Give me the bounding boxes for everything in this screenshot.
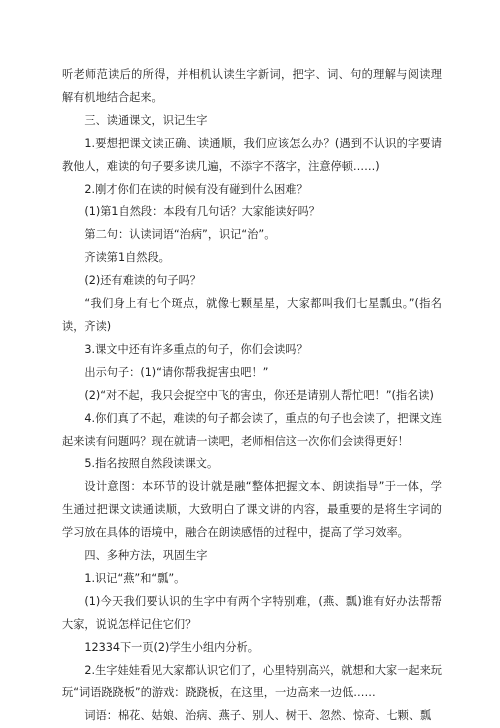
paragraph-sentence-2: (2)“对不起，我只会捉空中飞的害虫，你还是请别人帮忙吧！”(指名读) bbox=[84, 388, 434, 402]
paragraph-design-intent: 设计意图：本环节的设计就是融“整体把握文本、朗读指导”于一体，学生通过把课文读通读顺，大致明白了课文讲的内容，最重要的是将生字词的学习放在具体的语境中，融合在朗读感悟的过程中，提高了学习效率。 bbox=[62, 480, 442, 540]
paragraph-step-4: 4.你们真了不起，难读的句子都会读了，重点的句子也会读了，把课文连起来读有问题吗？现在就请一读吧，老师相信这一次你们会读得更好！ bbox=[62, 411, 442, 448]
paragraph-hard-chars: (1)今天我们要认识的生字中有两个字特别难，(燕、瓢)谁有好办法帮帮大家，说说怎样记住它们？ bbox=[62, 594, 442, 631]
paragraph-recognize-chars: 1.识记“燕”和“瓢”。 bbox=[84, 571, 186, 585]
paragraph-step-5: 5.指名按照自然段读课文。 bbox=[84, 457, 219, 471]
document-body bbox=[62, 64, 442, 728]
paragraph-item-1: (1)第1自然段：本段有几句话？大家能读好吗？ bbox=[84, 205, 320, 219]
paragraph-read-aloud: 齐读第1自然段。 bbox=[84, 251, 170, 265]
paragraph-item-2: (2)还有难读的句子吗？ bbox=[84, 274, 201, 288]
paragraph-next-page: 12334下一页(2)学生小组内分析。 bbox=[84, 640, 259, 654]
paragraph-step-1: 1.要想把课文读正确、读通顺，我们应该怎么办？(遇到不认识的字要请教他人，难读的句子要多读几遍，不添字不落字，注意停顿……) bbox=[62, 136, 442, 173]
paragraph-intro: 听老师范读后的所得，并相机认读生字新词，把字、词、句的理解与阅读理解有机地结合起来。 bbox=[62, 68, 442, 104]
paragraph-word-list: 词语：棉花、姑娘、治病、燕子、别人、树干、忽然、惊奇、七颗、瓢 bbox=[84, 709, 432, 723]
paragraph-quote-ladybug: “我们身上有七个斑点，就像七颗星星，大家都叫我们七星瓢虫。”(指名读，齐读) bbox=[62, 297, 442, 333]
paragraph-step-3: 3.课文中还有许多重点的句子，你们会读吗？ bbox=[84, 342, 308, 356]
section-heading-3: 三、读通课文，识记生字 bbox=[84, 113, 208, 127]
paragraph-second-sentence: 第二句：认读词语“治病”，识记“治”。 bbox=[84, 228, 276, 242]
section-heading-4: 四、多种方法，巩固生字 bbox=[84, 549, 208, 563]
paragraph-sentence-1: 出示句子：(1)“请你帮我捉害虫吧！” bbox=[84, 365, 269, 379]
paragraph-step-2: 2.刚才你们在读的时候有没有碰到什么困难？ bbox=[84, 182, 308, 196]
paragraph-seesaw-game: 2.生字娃娃看见大家都认识它们了，心里特别高兴，就想和大家一起来玩玩“词语跷跷板”的游戏：跷跷板，在这里，一边高来一边低…… bbox=[62, 663, 442, 700]
